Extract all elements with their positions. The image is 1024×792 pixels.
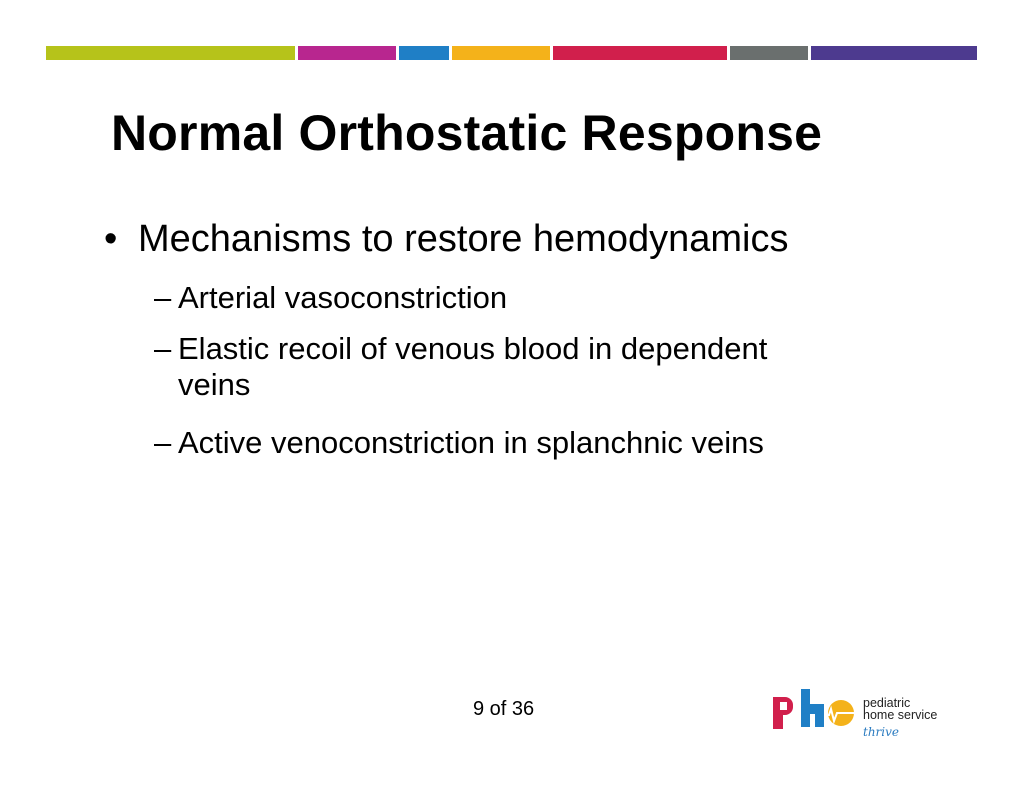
bullet-item [104,218,788,261]
sub-item-arterial [154,280,507,316]
sub-item-text: Active venoconstriction in splanchnic veins [178,425,764,460]
color-bar-4 [452,46,550,60]
sub-item-elastic-recoil [154,331,767,403]
color-bar-6 [730,46,808,60]
color-bar-1 [46,46,295,60]
phs-logo-icon [771,687,863,731]
sub-marker: – [154,425,172,460]
sub-item-continuation: veins [178,367,251,402]
color-bar-5 [553,46,727,60]
color-bar-7 [811,46,977,60]
logo-line-2: home service [863,708,938,722]
sub-marker: – [154,280,172,315]
page-indicator: 9 of 36 [473,698,535,720]
sub-item-text: Arterial vasoconstriction [178,280,508,315]
logo-line-1: pediatric [863,696,911,710]
sub-marker: – [154,331,172,366]
color-bar-3 [399,46,449,60]
company-logo [771,685,971,745]
logo-tagline: thrive [863,725,900,739]
slide-title: Normal Orthostatic Response [111,105,823,161]
sub-item-text: Elastic recoil of venous blood in dependent [178,331,768,366]
bullet-marker: • [104,218,118,260]
sub-item-venoconstriction [154,425,764,461]
color-bar-2 [298,46,396,60]
bullet-text: Mechanisms to restore hemodynamics [138,218,789,260]
